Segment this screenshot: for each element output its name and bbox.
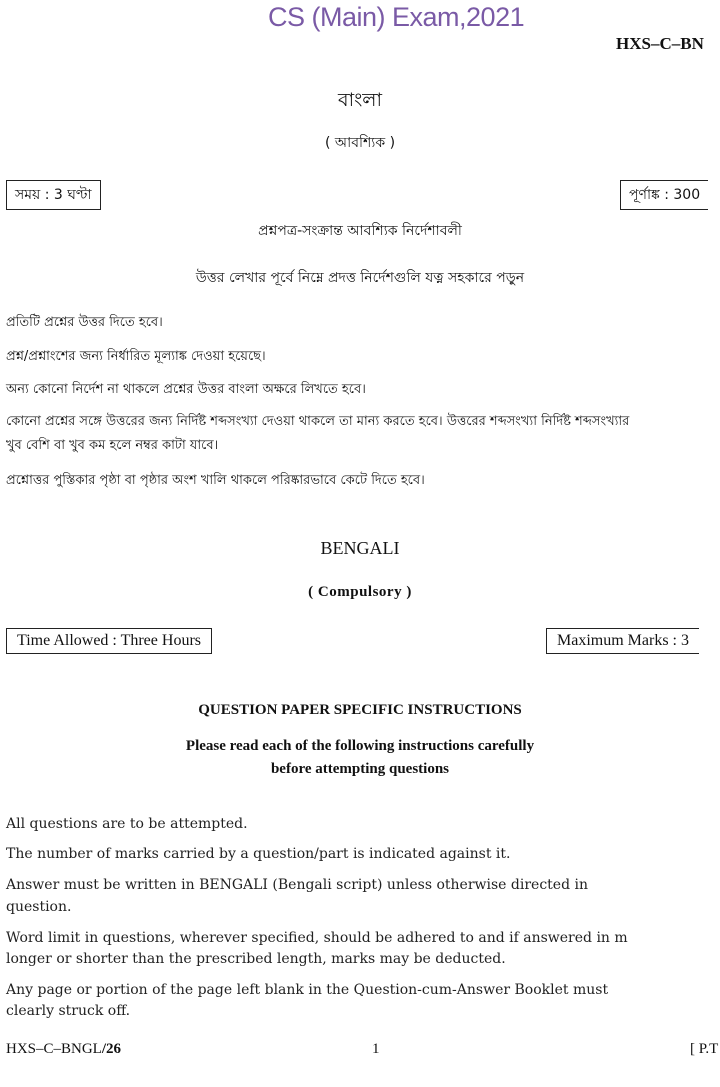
bengali-instruction: প্রতিটি প্রশ্নের উত্তর দিতে হবে।	[6, 315, 163, 330]
english-subheading: Please read each of the following instructions carefully	[185, 738, 535, 754]
english-instruction: Answer must be written in BENGALI (Bengali script) unless otherwise directed in	[6, 877, 588, 893]
english-instruction: Word limit in questions, wherever specified, should be adhered to and if answered in m	[6, 930, 628, 946]
footer-code-prefix: HXS–C–BNGL	[6, 1041, 102, 1057]
exam-stamp: CS (Main) Exam,2021	[268, 2, 525, 32]
english-instruction: question.	[6, 899, 72, 915]
footer-code-suffix: /26	[101, 1041, 122, 1057]
pto-marker: [ P.T	[690, 1041, 719, 1057]
english-instruction: clearly struck off.	[6, 1003, 131, 1019]
bengali-marks-box: পূর্ণাঙ্ক : 300	[620, 180, 708, 210]
bengali-instruction: কোনো প্রশ্নের সঙ্গে উত্তরের জন্য নির্দিষ্ট শব্দসংখ্যা দেওয়া থাকলে তা মান্য করতে হবে। উত্তরের শব্দসংখ্যা নির্দিষ্ট শব্দসংখ্যার	[6, 414, 630, 429]
bengali-instruction: অন্য কোনো নির্দেশ না থাকলে প্রশ্নের উত্তর বাংলা অক্ষরে লিখতে হবে।	[6, 382, 366, 397]
bengali-instruction: প্রশ্নোত্তর পুস্তিকার পৃষ্ঠা বা পৃষ্ঠার অংশ খালি থাকলে পরিষ্কারভাবে কেটে দিতে হবে।	[6, 473, 425, 488]
bengali-subtitle: ( আবশ্যিক )	[324, 135, 396, 151]
page-number: 1	[372, 1041, 380, 1057]
english-subheading: before attempting questions	[270, 761, 450, 777]
bengali-title: বাংলা	[338, 89, 382, 111]
bengali-subheading: উত্তর লেখার পূর্বে নিম্নে প্রদত্ত নির্দেশগুলি যত্ন সহকারে পড়ুন	[195, 270, 525, 286]
english-marks-box: Maximum Marks : 3	[546, 628, 699, 654]
english-subtitle: ( Compulsory )	[308, 584, 412, 600]
paper-code-top: HXS–C–BN	[616, 34, 704, 53]
english-instruction: The number of marks carried by a question/part is indicated against it.	[6, 846, 511, 862]
english-title: BENGALI	[320, 538, 400, 558]
bengali-instruction: খুব বেশি বা খুব কম হলে নম্বর কাটা যাবে।	[6, 438, 219, 453]
english-instruction: Any page or portion of the page left blank in the Question-cum-Answer Booklet must	[6, 982, 609, 998]
bengali-time-box: সময় : 3 ঘণ্টা	[6, 180, 101, 210]
footer-paper-code	[6, 1041, 121, 1058]
english-instruction: longer or shorter than the prescribed length, marks may be deducted.	[6, 951, 506, 967]
bengali-instruction: প্রশ্ন/প্রশ্নাংশের জন্য নির্ধারিত মূল্যাঙ্ক দেওয়া হয়েছে।	[6, 349, 266, 364]
english-instruction: All questions are to be attempted.	[6, 816, 248, 832]
english-heading: QUESTION PAPER SPECIFIC INSTRUCTIONS	[198, 702, 522, 718]
bengali-heading: প্রশ্নপত্র-সংক্রান্ত আবশ্যিক নির্দেশাবলী	[258, 223, 462, 239]
english-time-box: Time Allowed : Three Hours	[6, 628, 212, 654]
